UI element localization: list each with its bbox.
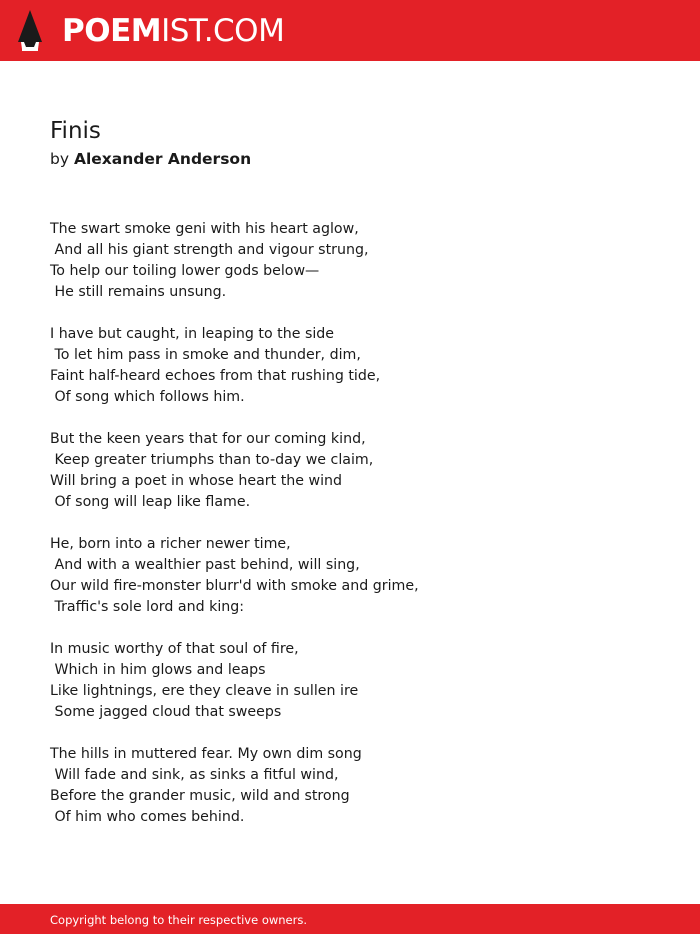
- poem-line: Faint half-heard echoes from that rushing tide,: [50, 368, 381, 384]
- poem-line: Of him who comes behind.: [50, 809, 245, 825]
- poem-line: In music worthy of that soul of fire,: [50, 641, 299, 657]
- poem-line: Our wild fire-monster blurr'd with smoke and grime,: [50, 578, 419, 594]
- poem-line: The hills in muttered fear. My own dim song: [50, 746, 362, 762]
- poem-line: And with a wealthier past behind, will sing,: [50, 557, 360, 573]
- pencil-tip-icon: [18, 10, 42, 51]
- stanza: [50, 324, 650, 408]
- logo-light-text: IST.COM: [161, 13, 285, 49]
- poem-line: Of song will leap like flame.: [50, 494, 251, 510]
- poem-line: I have but caught, in leaping to the side: [50, 326, 335, 342]
- poem-body: [50, 219, 650, 849]
- logo-bold-text: POEM: [62, 13, 162, 49]
- poem-line: To help our toiling lower gods below—: [50, 263, 320, 279]
- by-label: by: [50, 150, 70, 168]
- poem-line: Which in him glows and leaps: [50, 662, 266, 678]
- poem-line: But the keen years that for our coming kind,: [50, 431, 366, 447]
- poem-line: Of song which follows him.: [50, 389, 245, 405]
- poem-title: Finis: [50, 118, 101, 144]
- site-logo[interactable]: [62, 12, 284, 50]
- stanza: [50, 639, 650, 723]
- byline: [50, 149, 251, 169]
- stanza: [50, 744, 650, 828]
- author-name: Alexander Anderson: [73, 150, 252, 168]
- poem-line: And all his giant strength and vigour strung,: [50, 242, 369, 258]
- stanza: [50, 219, 650, 303]
- stanza: [50, 534, 650, 618]
- poem-line: Will bring a poet in whose heart the wind: [50, 473, 343, 489]
- site-header: [0, 0, 700, 61]
- poem-line: To let him pass in smoke and thunder, dim,: [50, 347, 361, 363]
- poem-line: The swart smoke geni with his heart aglow,: [50, 221, 359, 237]
- poem-line: Keep greater triumphs than to-day we claim,: [50, 452, 374, 468]
- poem-line: Some jagged cloud that sweeps: [50, 704, 282, 720]
- poem-line: He, born into a richer newer time,: [50, 536, 291, 552]
- stanza: [50, 429, 650, 513]
- copyright-notice: Copyright belong to their respective owners.: [50, 913, 308, 927]
- poem-line: Before the grander music, wild and strong: [50, 788, 350, 804]
- poem-line: Traffic's sole lord and king:: [50, 599, 245, 615]
- poem-line: He still remains unsung.: [50, 284, 227, 300]
- poem-line: Will fade and sink, as sinks a fitful wind,: [50, 767, 339, 783]
- poem-line: Like lightnings, ere they cleave in sullen ire: [50, 683, 359, 699]
- site-footer: [0, 904, 700, 934]
